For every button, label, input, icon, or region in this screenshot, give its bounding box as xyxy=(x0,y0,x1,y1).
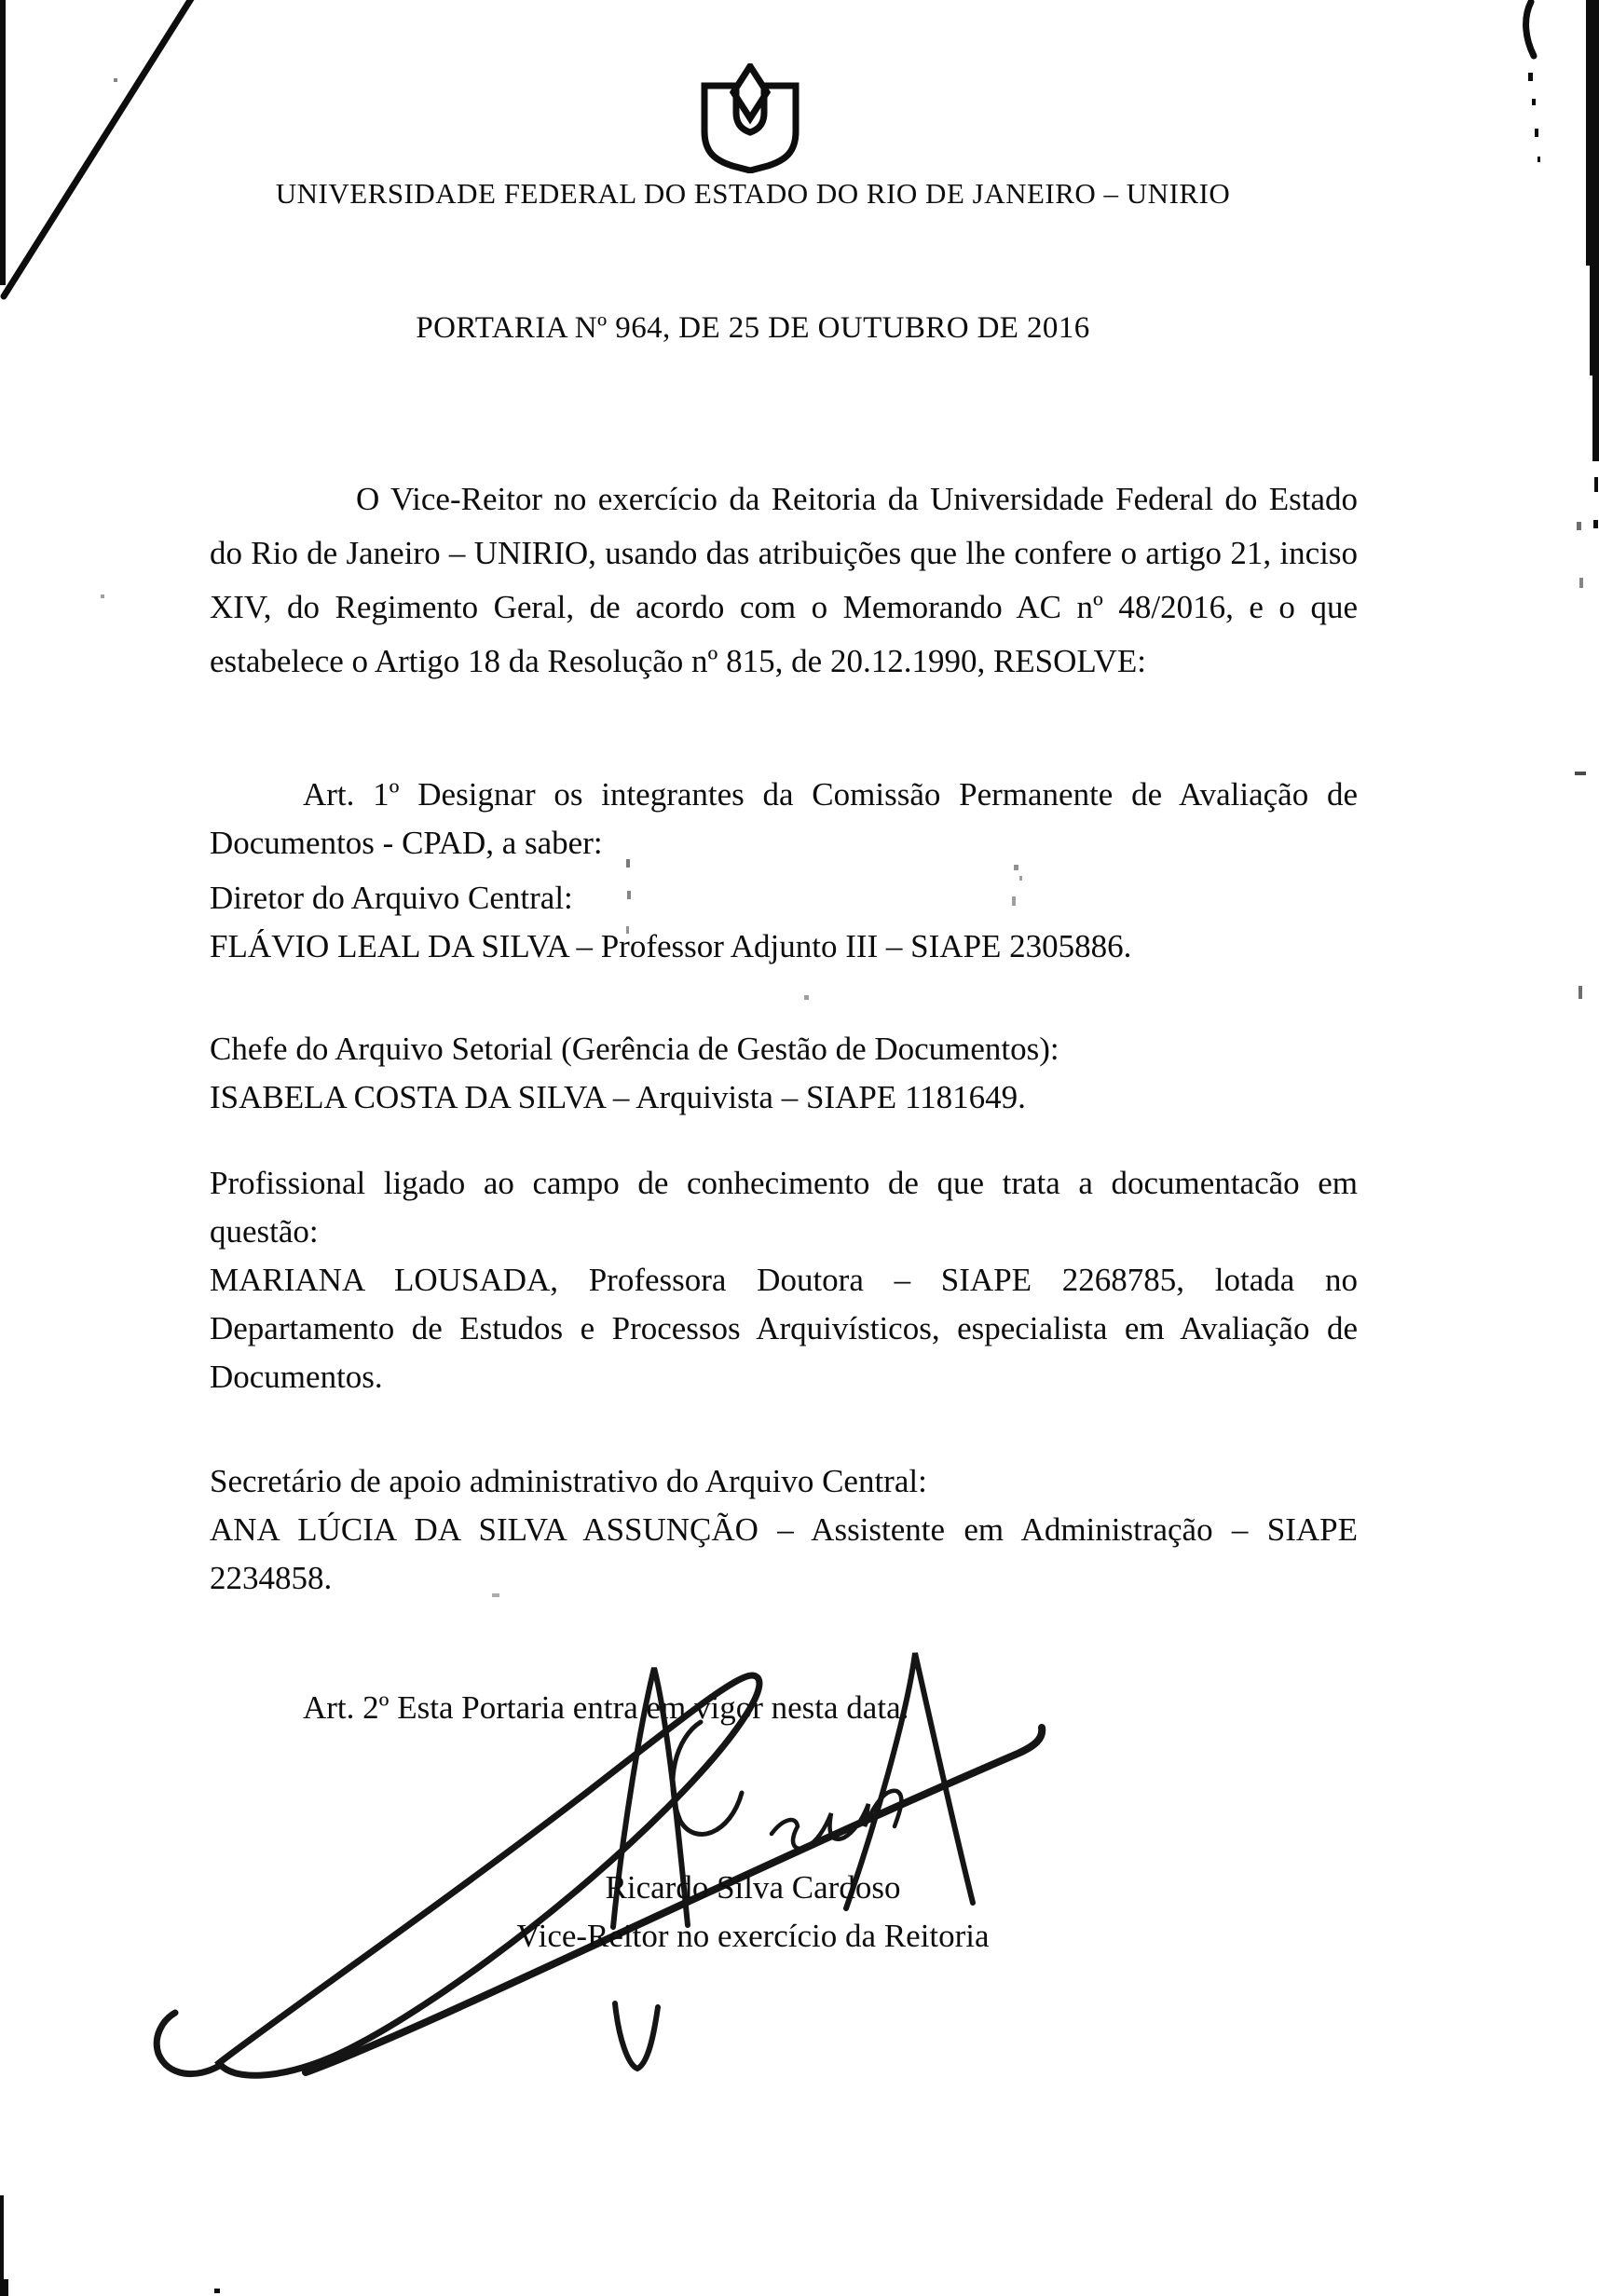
member-entry: ANA LÚCIA DA SILVA ASSUNÇÃO – Assistente em Administração – SIAPE 2234858. xyxy=(210,1511,1358,1596)
member-entry: FLÁVIO LEAL DA SILVA – Professor Adjunto III – SIAPE 2305886. xyxy=(210,928,1132,964)
member-role: Chefe do Arquivo Setorial (Gerência de Gestão de Documentos): xyxy=(210,1031,1059,1067)
member-role: Secretário de apoio administrativo do Arquivo Central: xyxy=(210,1463,927,1499)
member-block-secretario xyxy=(210,1457,1358,1603)
preamble-paragraph: O Vice-Reitor no exercício da Reitoria da Universidade Federal do Estado do Rio de Janeiro – UNIRIO, usando das atribuições que lhe confere o artigo 21, inciso XIV, do Regimento Geral, de acordo com o Memorando AC nº 48/2016, e o que estabelece o Artigo 18 da Resolução nº 815, de 20.12.1990, RESOLVE: xyxy=(210,481,1358,679)
member-entry: ISABELA COSTA DA SILVA – Arquivista – SIAPE 1181649. xyxy=(210,1079,1026,1115)
member-block-profissional xyxy=(210,1159,1358,1401)
article-2-paragraph: Art. 2º Esta Portaria entra em vigor nesta data. xyxy=(303,1689,909,1726)
member-role: Profissional ligado ao campo de conhecimento de que trata a documentacão em questão: xyxy=(210,1165,1358,1250)
document-header xyxy=(696,63,804,178)
member-entry: MARIANA LOUSADA, Professora Doutora – SIAPE 2268785, lotada no Departamento de Estudos e Processos Arquivísticos, especialista em Avaliação de Documentos. xyxy=(210,1262,1358,1395)
signer-name: Ricardo Silva Cardoso xyxy=(605,1869,901,1906)
signature-block xyxy=(0,1864,1506,1961)
signature-scribble xyxy=(130,1599,1081,2093)
article-1-paragraph: Art. 1º Designar os integrantes da Comissão Permanente de Avaliação de Documentos - CPAD, a saber: xyxy=(210,776,1358,861)
member-block-diretor xyxy=(210,874,1358,971)
member-role: Diretor do Arquivo Central: xyxy=(210,880,573,916)
unirio-logo xyxy=(696,63,804,173)
institution-name: UNIVERSIDADE FEDERAL DO ESTADO DO RIO DE JANEIRO – UNIRIO xyxy=(275,177,1231,210)
signer-role: Vice-Reitor no exercício da Reitoria xyxy=(516,1918,990,1954)
document-title: PORTARIA Nº 964, DE 25 DE OUTUBRO DE 2016 xyxy=(416,311,1090,345)
member-block-chefe xyxy=(210,1025,1358,1122)
